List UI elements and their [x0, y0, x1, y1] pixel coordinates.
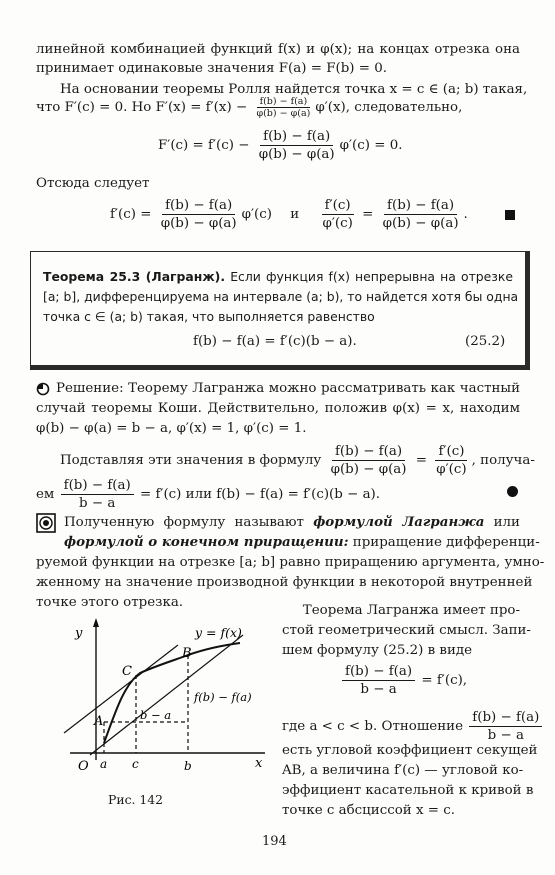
text-line: Полученную формулу называют формулой Лагранжа или: [64, 514, 520, 530]
text-line: точке с абсциссой x = c.: [282, 803, 455, 818]
text-line: Теорема Лагранжа имеет про-: [302, 603, 520, 618]
text-line: формулой о конечном приращении: приращение дифференци-: [64, 534, 540, 550]
y-axis-label: y: [75, 626, 83, 641]
equation-rolle: F′(c) = f′(c) − $\frac{f(b) - f(a)}{\varphi(b) - \varphi(a)}$ φ′(c) = 0.: [158, 129, 403, 162]
text-line: На основании теоремы Ролля найдется точка x = c ∈ (a; b) такая,: [60, 82, 528, 97]
theorem-formula: f(b) − f(a) = f′(c)(b − a).: [193, 334, 357, 349]
text-line: линейной комбинацией функций f(x) и φ(x); на концах отрезка она: [36, 42, 520, 57]
text-line: эффициент касательной к кривой в: [282, 783, 534, 798]
origin-label: O: [78, 759, 89, 774]
theorem-line-2: [a; b], дифференцируема на интервале (a; b), то найдется хотя бы одна: [43, 289, 519, 304]
text-line: точке этого отрезка.: [36, 595, 184, 610]
tick-b-label: b: [184, 759, 192, 773]
text-line: стой геометрический смысл. Запи-: [282, 623, 531, 638]
point-a-label: A: [94, 714, 104, 729]
text-line: есть угловой коэффициент секущей: [282, 743, 538, 758]
text-line-with-fraction: ем $\frac{f(b) - f(a)}{b - a}$ = f′(c) или f(b) − f(a) = f′(c)(b − a).: [36, 478, 381, 511]
text-line: принимает одинаковые значения F(a) = F(b) = 0.: [36, 61, 388, 76]
text-line-with-fractions: Подставляя эти значения в формулу $\frac{f(b) - f(a)}{\varphi(b) - \varphi(a)}$ = $\frac{f'(c)}{\varphi'(c)}$ , получа-: [60, 444, 535, 477]
text-line: случай теоремы Коши. Действительно, положив φ(x) = x, находим: [36, 401, 520, 416]
figure-caption: Рис. 142: [108, 792, 164, 807]
delta-x-label: b − a: [140, 708, 172, 722]
theorem-title: Теорема 25.3 (Лагранж).: [43, 269, 226, 284]
point-b-label: B: [182, 646, 192, 661]
text-line-with-fraction: где a < c < b. Отношение $\frac{f(b) - f(a)}{b - a}$: [282, 709, 544, 744]
text-line: женному на значение производной функции в некоторой внутренней: [36, 575, 533, 590]
qed-square-icon: [505, 210, 515, 220]
page-number: 194: [262, 834, 287, 849]
point-c-label: C: [122, 664, 132, 679]
function-label: y = f(x): [195, 625, 242, 640]
equation-cauchy: f′(c) = $\frac{f(b) - f(a)}{\varphi(b) - \varphi(a)}$ φ′(c) и $\frac{f'(c)}{\varphi'(c)}$ = $\frac{f(b) - f(a)}{\varphi(b) - \varphi(a)}$ .: [110, 198, 468, 231]
end-of-solution-dot-icon: [507, 486, 518, 497]
text-line: φ(b) − φ(a) = b − a, φ′(x) = 1, φ′(c) = 1.: [36, 421, 307, 436]
theorem-box: [30, 251, 530, 370]
figure-lagrange-geometry: [60, 615, 270, 780]
equation-number: (25.2): [465, 334, 506, 349]
text-line: Решение: Теорему Лагранжа можно рассматривать как частный: [56, 381, 520, 396]
x-axis-label: x: [255, 756, 263, 771]
delta-f-label: f(b) − f(a): [194, 690, 252, 704]
text-line: руемой функции на отрезке [a; b] равно приращению аргумента, умно-: [36, 555, 545, 570]
theorem-line-1: Теорема 25.3 (Лагранж). Если функция f(x) непрерывна на отрезке: [43, 269, 513, 284]
tick-a-label: a: [100, 757, 108, 771]
note-target-icon: [36, 513, 56, 533]
text-line: шем формулу (25.2) в виде: [282, 643, 473, 658]
tick-c-label: c: [132, 757, 139, 771]
theorem-line-3: точка c ∈ (a; b) такая, что выполняется равенство: [43, 309, 375, 324]
text-line-with-fraction: что F′(c) = 0. Но F′(x) = f′(x) − $\frac{f(b) - f(a)}{\varphi(b) - \varphi(a)}$ φ′(x), следовательно,: [36, 96, 463, 119]
text-line: AB, а величина f′(c) — угловой ко-: [282, 763, 524, 778]
text-line: Отсюда следует: [36, 176, 150, 191]
solution-circle-icon: [36, 382, 50, 396]
y-axis-arrow-icon: [93, 618, 99, 627]
formula-lagrange-ratio: $\frac{f(b) - f(a)}{b - a}$ = f′(c),: [340, 663, 467, 698]
